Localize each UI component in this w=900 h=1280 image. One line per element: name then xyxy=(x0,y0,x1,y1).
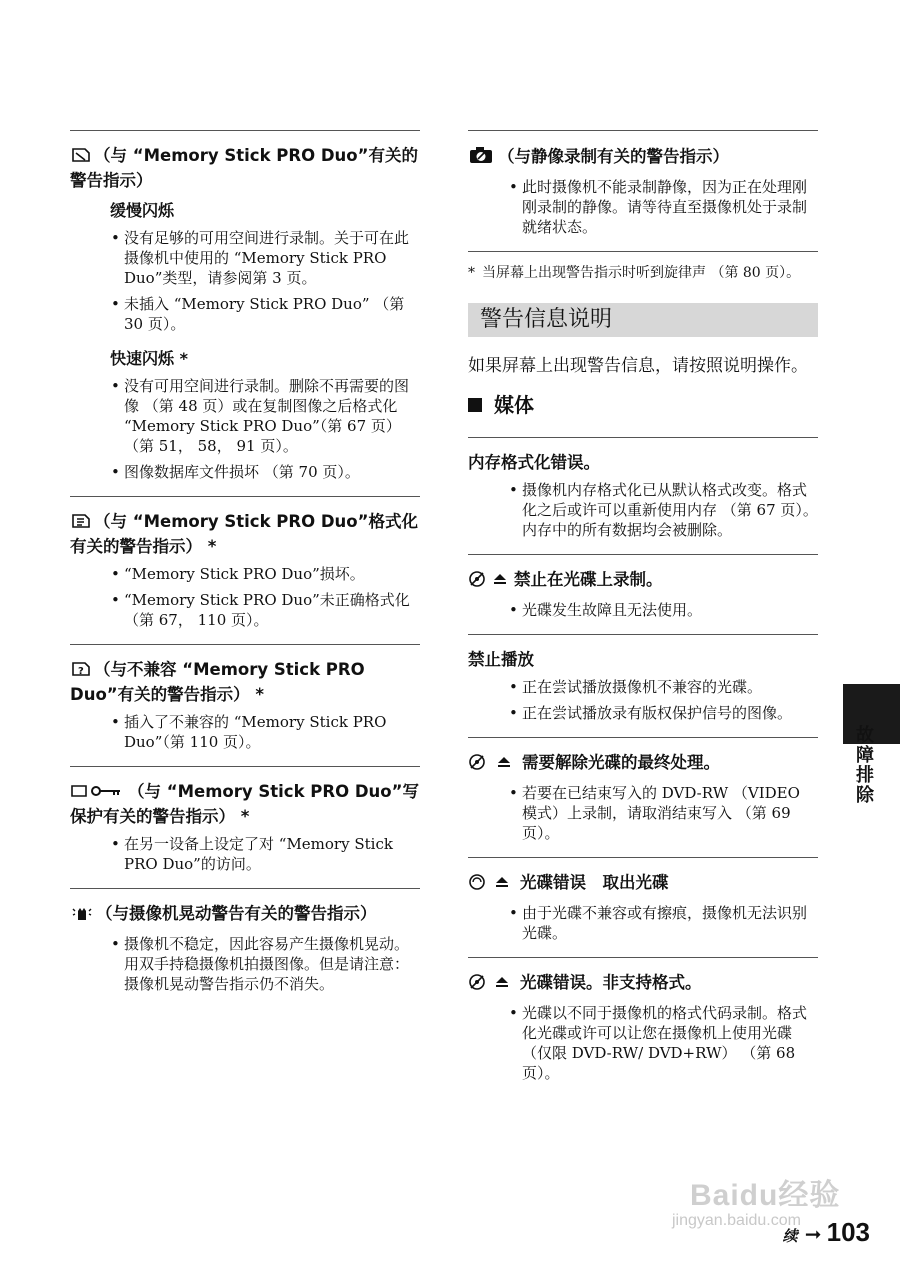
arrow-right-icon: ➞ xyxy=(804,1222,822,1246)
divider xyxy=(70,644,420,645)
disc-error-icon xyxy=(468,753,520,777)
memory-stick-format-icon xyxy=(70,512,92,536)
list-item: • 没有可用空间进行录制。删除不再需要的图像 （第 48 页）或在复制图像之后格式化 “Memory Stick PRO Duo”（第 67 页）（第 51， 58， 91 页）。 xyxy=(70,376,420,456)
list-item: • “Memory Stick PRO Duo”损坏。 xyxy=(70,564,420,584)
list-item: • 在另一设备上设定了对 “Memory Stick PRO Duo”的访问。 xyxy=(70,834,420,874)
bullet-list xyxy=(70,564,420,630)
divider xyxy=(70,496,420,497)
bullet-list xyxy=(468,903,818,943)
footnote-text: 当屏幕上出现警告指示时听到旋律声 （第 80 页）。 xyxy=(482,265,801,281)
bullet-list xyxy=(468,600,818,620)
bullet-list xyxy=(70,376,420,482)
list-item: • 图像数据库文件损坏 （第 70 页）。 xyxy=(70,462,420,482)
list-item: • 摄像机不稳定，因此容易产生摄像机晃动。用双手持稳摄像机拍摄图像。但是请注意：摄像机晃动警告指示仍不消失。 xyxy=(70,934,420,994)
bullet-list xyxy=(468,1003,818,1083)
disc-error-icon xyxy=(468,973,518,997)
watermark-url: jingyan.baidu.com xyxy=(672,1212,801,1229)
camera-shake-icon xyxy=(70,904,94,928)
divider xyxy=(468,130,818,131)
divider xyxy=(468,737,818,738)
subheading: 快速闪烁 * xyxy=(110,349,188,368)
divider xyxy=(70,888,420,889)
bullet-list xyxy=(468,677,818,723)
page-number: 103 xyxy=(826,1217,870,1247)
divider xyxy=(468,251,818,252)
chapter-label: 故障排除 xyxy=(853,725,874,805)
memory-stick-incompatible-icon xyxy=(70,660,92,684)
list-item: • 插入了不兼容的 “Memory Stick PRO Duo”（第 110 页）。 xyxy=(70,712,420,752)
divider xyxy=(70,766,420,767)
divider xyxy=(468,957,818,958)
message-heading: 禁止在光碟上录制。 xyxy=(468,569,818,594)
memory-stick-warning-icon xyxy=(70,146,92,170)
disc-eject-icon xyxy=(468,873,518,897)
list-item: • 正在尝试播放录有版权保护信号的图像。 xyxy=(468,703,818,723)
bullet-list xyxy=(468,783,818,843)
list-item: • 若要在已结束写入的 DVD-RW （VIDEO 模式）上录制，请取消结束写入 （第 69 页）。 xyxy=(468,783,818,843)
list-item: • 光碟发生故障且无法使用。 xyxy=(468,600,818,620)
message-heading: 内存格式化错误。 xyxy=(468,453,600,472)
divider xyxy=(468,437,818,438)
message-heading: 光碟错误 取出光碟 xyxy=(468,872,818,897)
divider xyxy=(468,634,818,635)
media-heading: 媒体 xyxy=(468,391,818,419)
list-item: • 摄像机内存格式化已从默认格式改变。格式化之后或许可以重新使用内存 （第 67 页）。内存中的所有数据均会被删除。 xyxy=(468,480,818,540)
list-item: • 没有足够的可用空间进行录制。关于可在此摄像机中使用的 “Memory Stick PRO Duo”类型，请参阅第 3 页。 xyxy=(70,228,420,288)
list-item: • 由于光碟不兼容或有擦痕，摄像机无法识别光碟。 xyxy=(468,903,818,943)
still-image-warning-icon xyxy=(468,145,496,171)
watermark-logo: Baidu经验 xyxy=(690,1179,841,1212)
bullet-list xyxy=(70,228,420,334)
right-column xyxy=(468,130,818,1097)
section-heading: （与 “Memory Stick PRO Duo”格式化有关的警告指示） * xyxy=(70,512,418,556)
footnote-mark: * xyxy=(468,265,475,281)
divider xyxy=(468,554,818,555)
section-heading: （与 “Memory Stick PRO Duo”有关的警告指示） xyxy=(70,146,418,190)
continued-label: 续 xyxy=(782,1227,798,1245)
list-item: • 正在尝试播放摄像机不兼容的光碟。 xyxy=(468,677,818,697)
page-footer xyxy=(783,1217,870,1249)
section-heading: （与静像录制有关的警告指示） xyxy=(468,145,818,171)
section-banner: 警告信息说明 xyxy=(468,303,818,337)
message-heading: 需要解除光碟的最终处理。 xyxy=(468,752,818,777)
footnote xyxy=(468,264,818,283)
message-heading: 禁止播放 xyxy=(468,650,534,669)
bullet-list xyxy=(468,480,818,540)
list-item: • “Memory Stick PRO Duo”未正确格式化 （第 67， 110 页）。 xyxy=(70,590,420,630)
memory-stick-lock-icon xyxy=(70,782,126,806)
intro-text: 如果屏幕上出现警告信息，请按照说明操作。 xyxy=(468,356,808,376)
list-item: • 未插入 “Memory Stick PRO Duo” （第 30 页）。 xyxy=(70,294,420,334)
disc-error-icon xyxy=(468,570,512,594)
section-heading: （与摄像机晃动警告有关的警告指示） xyxy=(70,903,420,928)
list-item: • 此时摄像机不能录制静像，因为正在处理刚刚录制的静像。请等待直至摄像机处于录制就绪状态。 xyxy=(468,177,818,237)
bullet-list xyxy=(70,712,420,752)
section-heading: （与 “Memory Stick PRO Duo”写保护有关的警告指示） * xyxy=(70,782,419,826)
bullet-list xyxy=(468,177,818,237)
section-heading: ? （与不兼容 “Memory Stick PRO Duo”有关的警告指示） * xyxy=(70,660,365,704)
message-heading: 光碟错误。非支持格式。 xyxy=(468,972,818,997)
square-bullet-icon xyxy=(468,398,482,412)
divider xyxy=(468,857,818,858)
bullet-list xyxy=(70,934,420,994)
bullet-list xyxy=(70,834,420,874)
svg-text:?: ? xyxy=(78,666,84,677)
subheading: 缓慢闪烁 xyxy=(110,201,175,220)
divider xyxy=(70,130,420,131)
list-item: • 光碟以不同于摄像机的格式代码录制。格式化光碟或许可以让您在摄像机上使用光碟 （仅限 DVD-RW/ DVD+RW） （第 68 页）。 xyxy=(468,1003,818,1083)
left-column xyxy=(70,130,420,1008)
